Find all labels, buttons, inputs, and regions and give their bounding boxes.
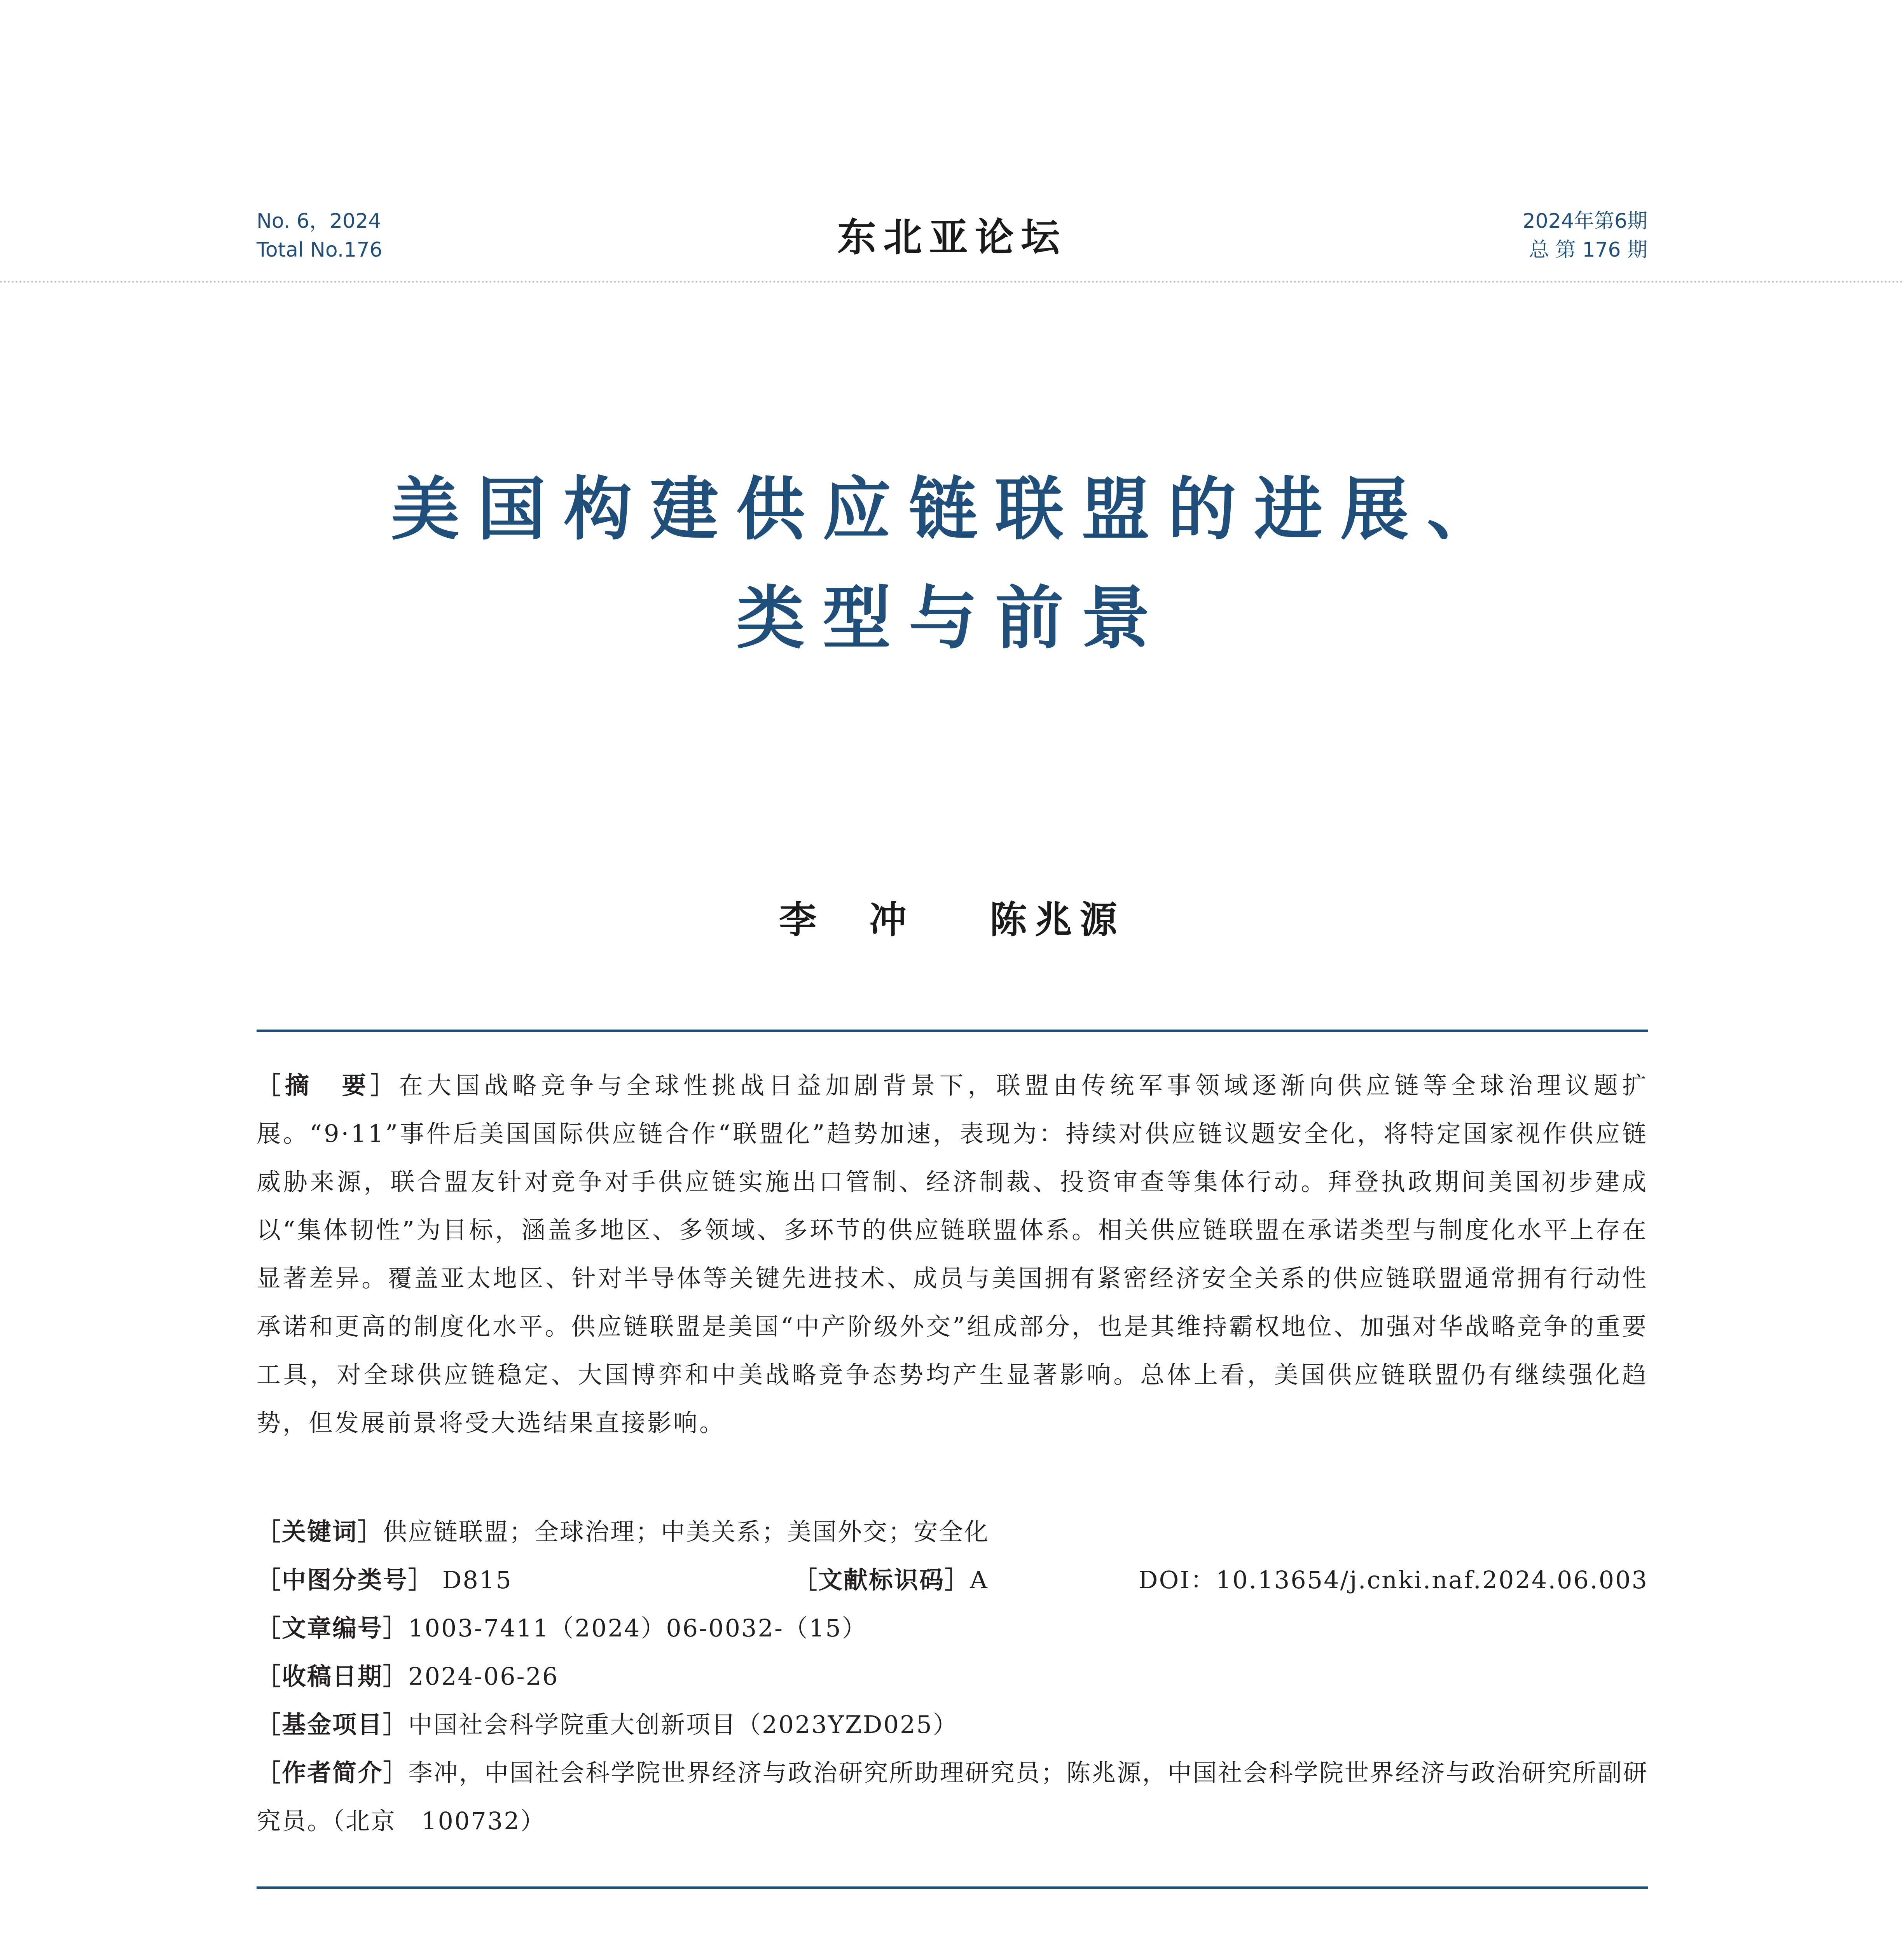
total-number-cn: 总 第 176 期 xyxy=(1529,238,1647,262)
doi: DOI：10.13654/j.cnki.naf.2024.06.003 xyxy=(1138,1566,1648,1594)
fund-line xyxy=(257,1701,1648,1749)
abstract-bottom-rule xyxy=(257,1886,1648,1889)
abstract-top-rule xyxy=(257,1030,1648,1032)
classification-line xyxy=(257,1556,1648,1604)
fund-label: ［基金项目］ xyxy=(257,1710,409,1739)
doc-code-value: A xyxy=(970,1566,989,1594)
keywords-line xyxy=(257,1508,1648,1556)
author-info-value: 李冲，中国社会科学院世界经济与政治研究所助理研究员；陈兆源，中国社会科学院世界经济与政治研究所副研究员。（北京 100732） xyxy=(257,1759,1648,1835)
issue-info-cn xyxy=(1523,207,1647,264)
abstract-label: ［摘 要］ xyxy=(257,1071,399,1100)
doc-code-label: ［文献标识码］ xyxy=(793,1566,970,1594)
author-info-line xyxy=(257,1749,1648,1845)
doc-code-group xyxy=(793,1556,989,1604)
fund-value: 中国社会科学院重大创新项目（2023YZD025） xyxy=(408,1710,958,1739)
author-name: 李 冲 xyxy=(779,898,915,942)
received-date-line xyxy=(257,1652,1648,1701)
article-title-line1: 美国构建供应链联盟的进展、 xyxy=(391,469,1513,549)
total-number-en: Total No.176 xyxy=(257,238,383,262)
journal-name: 东北亚论坛 xyxy=(837,214,1067,260)
author-info-label: ［作者简介］ xyxy=(257,1759,409,1787)
keywords-text: 供应链联盟；全球治理；中美关系；美国外交；安全化 xyxy=(383,1517,990,1546)
issue-number-cn: 2024年第6期 xyxy=(1522,210,1647,233)
author-name: 陈兆源 xyxy=(989,898,1125,942)
issue-number-en: No. 6，2024 xyxy=(257,210,381,233)
received-date-label: ［收稿日期］ xyxy=(257,1662,409,1691)
keywords-label: ［关键词］ xyxy=(257,1517,383,1546)
article-title-line2: 类型与前景 xyxy=(736,578,1168,658)
received-date-value: 2024-06-26 xyxy=(408,1662,559,1691)
clc-label: ［中图分类号］ xyxy=(257,1566,434,1594)
article-number-line xyxy=(257,1604,1648,1652)
clc-value: D815 xyxy=(433,1566,512,1594)
header-divider xyxy=(0,281,1904,283)
abstract-text: 在大国战略竞争与全球性挑战日益加剧背景下，联盟由传统军事领域逐渐向供应链等全球治理议题扩展。“9·11”事件后美国国际供应链合作“联盟化”趋势加速，表现为：持续对供应链议题安全化，将特定国家视作供应链威胁来源，联合盟友针对竞争对手供应链实施出口管制、经济制裁、投资审查等集体行动。拜登执政期间美国初步建成以“集体韧性”为目标，涵盖多地区、多领域、多环节的供应链联盟体系。相关供应链联盟在承诺类型与制度化水平上存在显著差异。覆盖亚太地区、针对半导体等关键先进技术、成员与美国拥有紧密经济安全关系的供应链联盟通常拥有行动性承诺和更高的制度化水平。供应链联盟是美国“中产阶级外交”组成部分，也是其维持霸权地位、加强对华战略竞争的重要工具，对全球供应链稳定、大国博弈和中美战略竞争态势均产生显著影响。总体上看，美国供应链联盟仍有继续强化趋势，但发展前景将受大选结果直接影响。 xyxy=(257,1071,1648,1437)
article-number-label: ［文章编号］ xyxy=(257,1614,409,1642)
article-number-value: 1003-7411（2024）06-0032-（15） xyxy=(408,1614,867,1642)
author-list xyxy=(0,890,1904,944)
abstract xyxy=(257,1061,1648,1447)
